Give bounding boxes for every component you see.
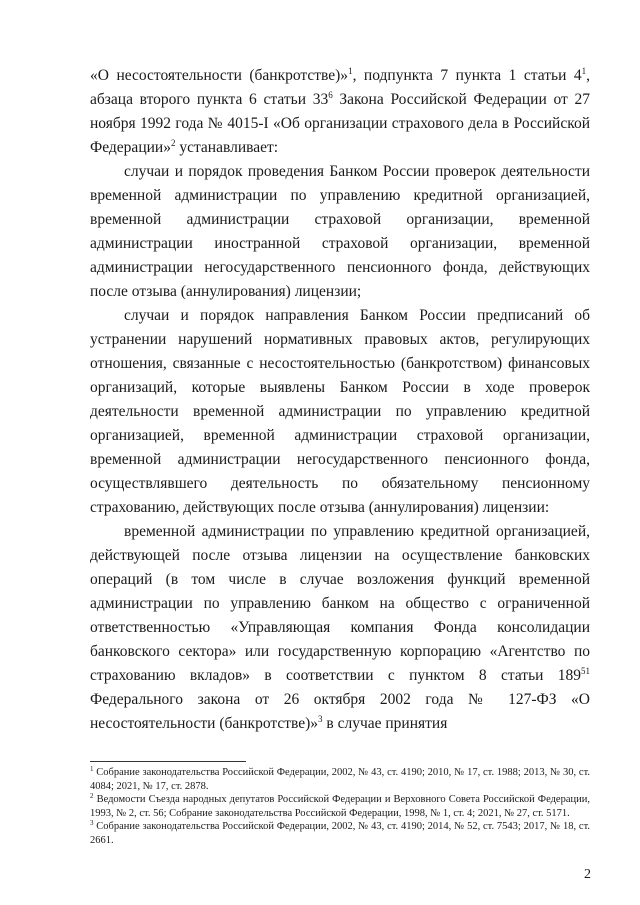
paragraph-1-text-c: , абзаца второго пункта 6 статьи 33	[90, 67, 590, 108]
paragraph-4	[90, 520, 590, 736]
superscript-article-4-1: 1	[581, 66, 587, 76]
footnote-1-mark: 1	[90, 765, 94, 773]
body-text	[90, 64, 590, 736]
paragraph-1-text-a: «О несостоятельности (банкротстве)»	[90, 67, 349, 84]
footnote-ref-1: 1	[348, 66, 353, 76]
paragraph-1	[90, 64, 590, 160]
footnotes	[90, 766, 590, 847]
footnote-2-text: Ведомости Съезда народных депутатов Российской Федерации и Верховного Совета Российской Федерации, 1993, № 2, ст. 56; Собрание законодательства Российской Федерации, 1998, № 1, ст. 4; 2021, № 27, ст. 5171.	[90, 794, 590, 819]
footnote-3	[90, 820, 590, 847]
footnote-ref-2: 2	[170, 138, 176, 148]
paragraph-4-text-b: Федерального закона от 26 октября 2002 года № 127-ФЗ «О несостоятельности (банкротстве)»	[90, 691, 590, 732]
paragraph-3: случаи и порядок направления Банком России предписаний об устранении нарушений нормативных правовых актов, регулирующих отношения, связанные с несостоятельностью (банкротством) финансовых организаций, которые выявлены Банком России в ходе проверок деятельности временной администрации по управлению кредитной организацией, временной администрации страховой организации, временной администрации негосударственного пенсионного фонда, осуществлявшего деятельность по обязательному пенсионному страхованию, действующих после отзыва (аннулирования) лицензии:	[90, 307, 590, 516]
paragraph-4-text-a: временной администрации по управлению кредитной организацией, действующей после отзыва лицензии на осуществление банковских операций (в том числе в случае возложения функций временной администрации по управлению банком на общество с ограниченной ответственностью «Управляющая компания Фонда консолидации банковского сектора» или государственную корпорацию «Агентство по страхованию вкладов» в соответствии с пунктом 8 статьи 189	[90, 523, 590, 684]
footnote-2	[90, 793, 590, 820]
footnote-3-text: Собрание законодательства Российской Федерации, 2002, № 43, ст. 4190; 2014, № 52, ст. 7543; 2017, № 18, ст. 2661.	[90, 821, 590, 846]
footnote-ref-3: 3	[318, 714, 323, 724]
footnote-3-mark: 3	[90, 819, 94, 827]
footnote-1-text: Собрание законодательства Российской Федерации, 2002, № 43, ст. 4190; 2010, № 17, ст. 1988; 2013, № 30, ст. 4084; 2021, № 17, ст. 2878.	[90, 767, 590, 792]
paragraph-4-text-c: в случае принятия	[322, 715, 448, 732]
footnote-1	[90, 766, 590, 793]
paragraph-1-text-d: Закона Российской Федерации от 27 ноября 1992 года № 4015-I «Об организации страхового дела в Российской Федерации»	[90, 91, 590, 156]
paragraph-2: случаи и порядок проведения Банком России проверок деятельности временной администрации по управлению кредитной организацией, временной администрации страховой организации, временной администрации иностранной страховой организации, временной администрации негосударственного пенсионного фонда, действующих после отзыва (аннулирования) лицензии;	[90, 163, 590, 300]
paragraph-1-text-b: , подпункта 7 пункта 1 статьи 4	[352, 67, 582, 84]
footnote-2-mark: 2	[90, 792, 94, 800]
footnote-separator	[90, 761, 246, 762]
superscript-article-33-6: 6	[328, 90, 333, 100]
superscript-article-189-51: 51	[581, 666, 590, 676]
page-number: 2	[584, 867, 591, 882]
paragraph-1-text-e: устанавливает:	[175, 139, 279, 156]
